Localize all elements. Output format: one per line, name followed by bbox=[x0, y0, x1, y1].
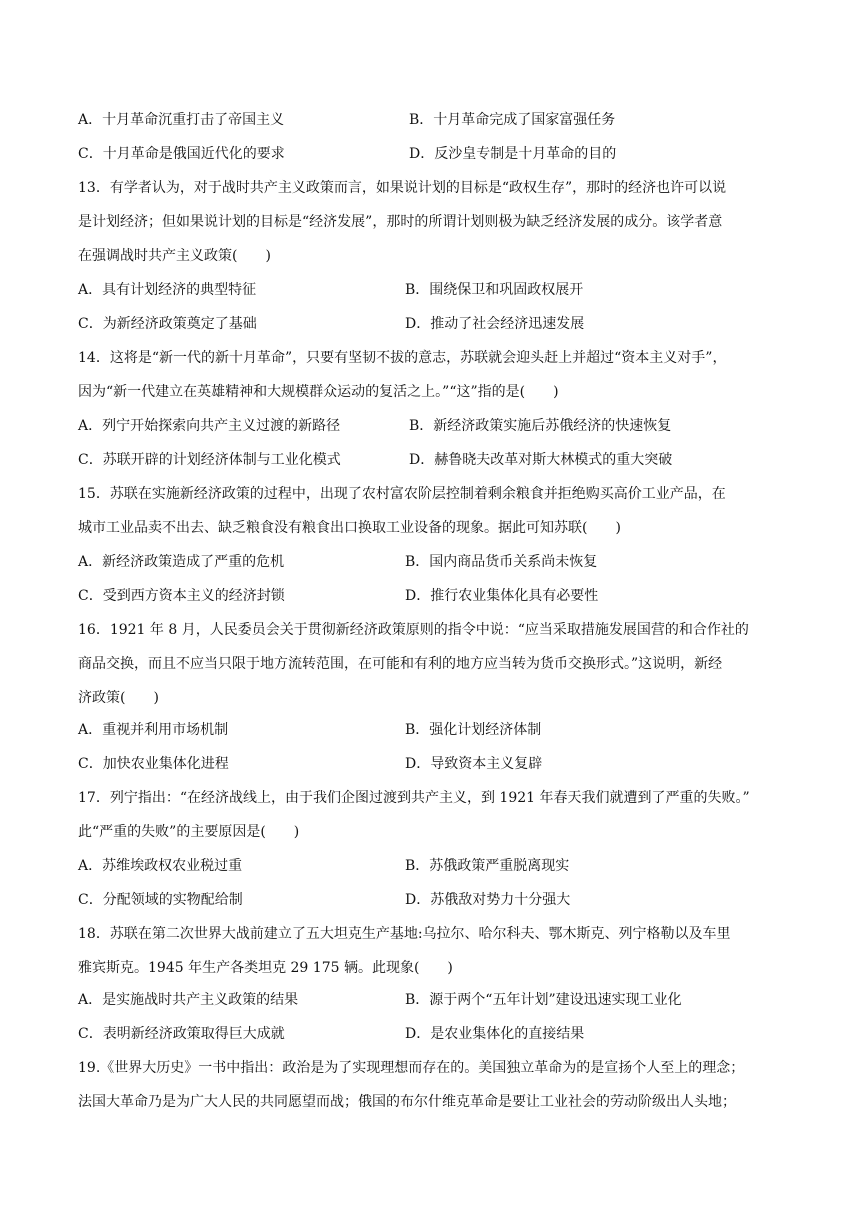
q18-stem-line-1: 18．苏联在第二次世界大战前建立了五大坦克生产基地:乌拉尔、哈尔科夫、鄂木斯克、列宁格勒以及车里 bbox=[78, 926, 731, 942]
q12-option-d[interactable]: D．反沙皇专制是十月革命的目的 bbox=[409, 146, 617, 162]
q12-option-c[interactable]: C．十月革命是俄国近代化的要求 bbox=[78, 146, 285, 162]
q17-option-a[interactable]: A．苏维埃政权农业税过重 bbox=[78, 858, 243, 874]
q16-stem-line-1: 16．1921 年 8 月，人民委员会关于贯彻新经济政策原则的指令中说：“应当采取措施发展国营的和合作社的 bbox=[78, 622, 749, 638]
q15-stem-line-2: 城市工业品卖不出去、缺乏粮食没有粮食出口换取工业设备的现象。据此可知苏联( ) bbox=[78, 520, 621, 536]
q13-option-c[interactable]: C．为新经济政策奠定了基础 bbox=[78, 316, 257, 332]
q12-option-a[interactable]: A．十月革命沉重打击了帝国主义 bbox=[78, 112, 285, 128]
q19-stem-line-1: 19.《世界大历史》一书中指出：政治是为了实现理想而存在的。美国独立革命为的是宣扬个人至上的理念； bbox=[78, 1060, 745, 1076]
q18-option-d[interactable]: D．是农业集体化的直接结果 bbox=[405, 1026, 585, 1042]
q13-stem-line-1: 13．有学者认为，对于战时共产主义政策而言，如果说计划的目标是“政权生存”，那时的经济也许可以说 bbox=[78, 180, 727, 196]
q17-option-b[interactable]: B．苏俄政策严重脱离现实 bbox=[405, 858, 570, 874]
q14-stem-line-2: 因为“新一代建立在英雄精神和大规模群众运动的复活之上。”“这”指的是( ) bbox=[78, 384, 559, 400]
q14-option-b[interactable]: B．新经济政策实施后苏俄经济的快速恢复 bbox=[409, 418, 672, 434]
q14-stem-line-1: 14．这将是“新一代的新十月革命”，只要有坚韧不拔的意志，苏联就会迎头赶上并超过“资本主义对手”， bbox=[78, 350, 727, 366]
q18-option-a[interactable]: A．是实施战时共产主义政策的结果 bbox=[78, 992, 299, 1008]
q16-stem-line-3: 济政策( ) bbox=[78, 690, 159, 706]
q13-stem-line-3: 在强调战时共产主义政策( ) bbox=[78, 248, 271, 264]
q16-option-c[interactable]: C．加快农业集体化进程 bbox=[78, 756, 229, 772]
q14-option-d[interactable]: D．赫鲁晓夫改革对斯大林模式的重大突破 bbox=[409, 452, 673, 468]
q18-stem-line-2: 雅宾斯克。1945 年生产各类坦克 29 175 辆。此现象( ) bbox=[78, 960, 453, 976]
q13-option-a[interactable]: A．具有计划经济的典型特征 bbox=[78, 282, 257, 298]
q15-option-c[interactable]: C．受到西方资本主义的经济封锁 bbox=[78, 588, 285, 604]
q18-option-c[interactable]: C．表明新经济政策取得巨大成就 bbox=[78, 1026, 285, 1042]
q17-stem-line-2: 此“严重的失败”的主要原因是( ) bbox=[78, 824, 300, 840]
q15-option-b[interactable]: B．国内商品货币关系尚未恢复 bbox=[405, 554, 598, 570]
q13-option-b[interactable]: B．围绕保卫和巩固政权展开 bbox=[405, 282, 584, 298]
q13-stem-line-2: 是计划经济；但如果说计划的目标是“经济发展”，那时的所谓计划则极为缺乏经济发展的成分。该学者意 bbox=[78, 214, 723, 230]
q17-stem-line-1: 17．列宁指出：“在经济战线上，由于我们企图过渡到共产主义，到 1921 年春天我们就遭到了严重的失败。” bbox=[78, 790, 750, 806]
q15-option-d[interactable]: D．推行农业集体化具有必要性 bbox=[405, 588, 599, 604]
q19-stem-line-2: 法国大革命乃是为广大人民的共同愿望而战；俄国的布尔什维克革命是要让工业社会的劳动阶级出人头地； bbox=[78, 1094, 736, 1110]
q17-option-d[interactable]: D．苏俄敌对势力十分强大 bbox=[405, 892, 571, 908]
q14-option-a[interactable]: A．列宁开始探索向共产主义过渡的新路径 bbox=[78, 418, 341, 434]
q16-option-d[interactable]: D．导致资本主义复辟 bbox=[405, 756, 543, 772]
q12-option-b[interactable]: B．十月革命完成了国家富强任务 bbox=[409, 112, 616, 128]
q16-stem-line-2: 商品交换，而且不应当只限于地方流转范围，在可能和有利的地方应当转为货币交换形式。”这说明，新经 bbox=[78, 656, 723, 672]
q15-stem-line-1: 15．苏联在实施新经济政策的过程中，出现了农村富农阶层控制着剩余粮食并拒绝购买高价工业产品，在 bbox=[78, 486, 726, 502]
q16-option-a[interactable]: A．重视并利用市场机制 bbox=[78, 722, 229, 738]
q15-option-a[interactable]: A．新经济政策造成了严重的危机 bbox=[78, 554, 285, 570]
q17-option-c[interactable]: C．分配领域的实物配给制 bbox=[78, 892, 243, 908]
q18-option-b[interactable]: B．源于两个“五年计划”建设迅速实现工业化 bbox=[405, 992, 682, 1008]
q14-option-c[interactable]: C．苏联开辟的计划经济体制与工业化模式 bbox=[78, 452, 341, 468]
q16-option-b[interactable]: B．强化计划经济体制 bbox=[405, 722, 542, 738]
q13-option-d[interactable]: D．推动了社会经济迅速发展 bbox=[405, 316, 585, 332]
